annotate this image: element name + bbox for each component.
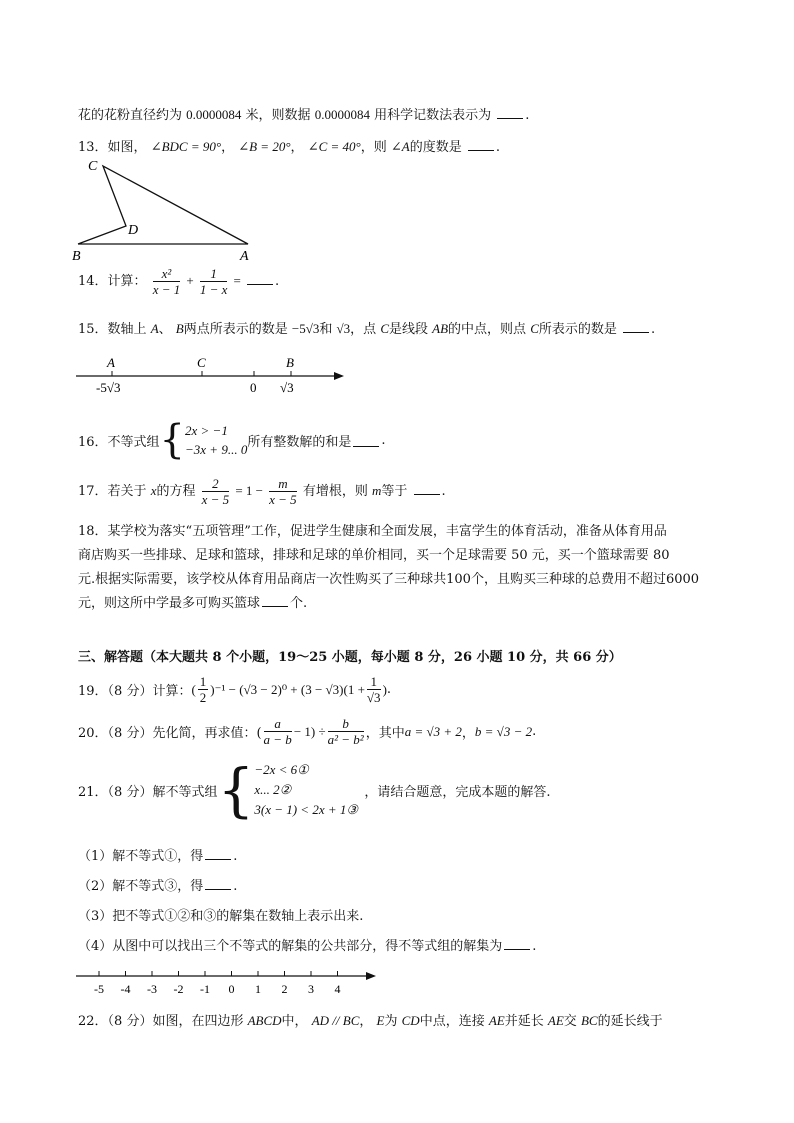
tick-label: -4 <box>120 982 131 996</box>
label-b: B <box>72 249 81 264</box>
number-line-21 <box>72 966 382 998</box>
answer-blank <box>205 877 231 890</box>
denominator: x − 5 <box>269 492 297 507</box>
paragraph-line: 元.根据实际需要，该学校从体育用品商店一次性购买了三种球共100个，且购买三种球的总费用不超过6000 <box>78 572 700 587</box>
math: b = √3 − 2 <box>474 723 533 739</box>
text: 两点所表示的数是 <box>183 322 288 337</box>
math: ∠C = 40° <box>307 139 361 154</box>
tick-label: 0 <box>228 982 235 996</box>
number: 0.0000084 <box>186 107 242 122</box>
math: )⁻¹ − (√3 − 2)⁰ + (3 − √3)(1 + <box>210 681 365 697</box>
text: 的度数是 <box>409 140 462 155</box>
fraction <box>153 266 181 297</box>
text: . <box>386 682 392 697</box>
text: ， <box>290 140 304 155</box>
math: C <box>530 321 539 336</box>
math: C <box>380 321 389 336</box>
paragraph-line: 18．某学校为落实“五项管理”工作，促进学生健康和全面发展，丰富学生的体育活动，准备从体育用品 <box>78 524 667 539</box>
answer-blank <box>247 272 273 285</box>
label-zero: 0 <box>250 380 257 395</box>
question-number: 19．（8 分）计算： <box>78 684 192 699</box>
numerator: a <box>264 716 292 732</box>
question-17 <box>78 476 446 507</box>
tick-label: -3 <box>147 982 157 996</box>
numerator: 1 <box>367 674 381 690</box>
question-16 <box>78 417 386 463</box>
tick-label: 3 <box>308 982 314 996</box>
text: 米，则数据 <box>245 108 311 123</box>
text: . <box>233 849 238 864</box>
inequality: −2x < 6① <box>254 762 309 777</box>
question-21-parts <box>78 842 536 962</box>
brace-icon: { <box>159 417 185 463</box>
answer-blank <box>353 434 379 447</box>
text: 并延长 <box>504 1014 544 1029</box>
text: ，点 <box>350 322 377 337</box>
math: AB <box>432 321 449 336</box>
math: AD // BC <box>311 1013 360 1028</box>
text: . <box>275 274 280 289</box>
text: ，则 <box>360 140 387 155</box>
inequality: 3(x − 1) < 2x + 1③ <box>254 802 359 817</box>
text: 交 <box>563 1014 577 1029</box>
line-top <box>78 104 529 123</box>
text: 的中点，则点 <box>448 322 527 337</box>
math: −5√3 <box>291 321 320 336</box>
text: ， <box>461 726 475 741</box>
question-14 <box>78 266 279 297</box>
triangle-lines <box>78 166 248 244</box>
fraction <box>367 674 381 705</box>
axis-arrow <box>366 972 376 980</box>
brace-icon: { <box>217 756 255 824</box>
text: 用科学记数法表示为 <box>374 108 492 123</box>
tick-label: 4 <box>334 982 341 996</box>
text: 元，则这所中学最多可购买篮球 <box>78 596 261 611</box>
label-a: A <box>240 249 249 264</box>
text: ，其中 <box>365 726 405 741</box>
number: 0.0000084 <box>314 107 370 122</box>
math: − 1) ÷ <box>293 723 326 739</box>
text: . <box>441 484 446 499</box>
answer-blank <box>623 320 649 333</box>
question-number: 14．计算： <box>78 274 147 289</box>
paragraph-line: 商店购买一些排球、足球和篮球，排球和足球的单价相同，买一个足球需要 50 元，买一个篮球需要 80 <box>78 548 670 563</box>
axis-arrow <box>334 372 344 380</box>
question-20 <box>78 716 536 747</box>
question-18 <box>78 520 699 616</box>
text: 个. <box>290 596 308 611</box>
text: （2）解不等式③，得 <box>78 879 204 894</box>
label-b: B <box>286 355 294 370</box>
text: （1）解不等式①，得 <box>78 849 204 864</box>
text: 为 <box>384 1014 398 1029</box>
inequality: −3x + 9... 0 <box>185 442 248 457</box>
denominator: a² − b² <box>327 732 364 747</box>
question-21 <box>78 756 551 824</box>
denominator: x − 5 <box>201 492 230 507</box>
math: A <box>150 321 159 336</box>
text: 有增根，则 <box>302 484 368 499</box>
question-number: 15．数轴上 <box>78 322 147 337</box>
inequality: x... 2② <box>254 782 292 797</box>
text: 所有整数解的和是 <box>247 434 352 450</box>
paragraph-line <box>78 592 699 616</box>
text: . <box>532 724 537 739</box>
denominator: 1 − x <box>199 282 228 297</box>
text: . <box>532 939 537 954</box>
text: . <box>525 108 530 123</box>
text: 等于 <box>381 484 408 499</box>
fraction <box>202 476 230 507</box>
question-number: 17．若关于 <box>78 484 147 499</box>
text: ， <box>359 1014 373 1029</box>
operator: = <box>233 273 241 288</box>
answer-blank <box>497 106 523 119</box>
math: B <box>175 321 184 336</box>
question-number: 20．（8 分）先化简，再求值：( <box>78 726 262 741</box>
question-19 <box>78 674 391 705</box>
text: 中点，连接 <box>419 1014 485 1029</box>
numerator: m <box>269 476 297 492</box>
text: . <box>495 140 501 155</box>
part-1 <box>78 842 536 872</box>
label-c: C <box>88 159 98 174</box>
math: ) <box>382 681 387 697</box>
math: √3 <box>336 321 351 336</box>
fraction <box>198 674 209 705</box>
denominator: x − 1 <box>152 282 181 297</box>
text: 和 <box>319 322 333 337</box>
text: 、 <box>158 322 172 337</box>
math: ( <box>191 681 196 697</box>
label-a: A <box>107 355 115 370</box>
math: ABCD <box>247 1013 282 1028</box>
section-heading: 三、解答题（本大题共 8 个小题，19～25 小题，每小题 8 分，26 小题 10 分，共 66 分） <box>78 650 622 665</box>
part-2 <box>78 872 536 902</box>
math: CD <box>401 1013 420 1028</box>
answer-blank <box>262 594 288 607</box>
question-13 <box>78 136 500 155</box>
value-a: -5√3 <box>96 380 121 395</box>
numerator: x² <box>153 266 181 282</box>
question-number: 22．（8 分）如图，在四边形 <box>78 1014 244 1029</box>
label-d: D <box>128 223 139 238</box>
text: ，请结合题意，完成本题的解答. <box>364 784 551 800</box>
denominator: a − b <box>263 732 292 747</box>
tick-label: -1 <box>200 982 210 996</box>
question-22 <box>78 1010 663 1029</box>
triangle-figure <box>70 156 270 266</box>
math: x <box>150 483 157 498</box>
numerator: 1 <box>200 266 228 282</box>
tick-label: 2 <box>281 982 288 996</box>
numerator: b <box>328 716 364 732</box>
math: = 1 − <box>235 483 263 498</box>
text: 中， <box>281 1014 308 1029</box>
label-c: C <box>197 355 206 370</box>
text: （3）把不等式①②和③的解集在数轴上表示出来. <box>78 909 364 924</box>
fraction <box>200 266 228 297</box>
denominator: √3 <box>366 690 381 705</box>
numerator: 1 <box>199 674 207 689</box>
answer-blank <box>468 138 494 151</box>
text: . <box>381 432 386 448</box>
part-4 <box>78 932 536 962</box>
inequality: 2x > −1 <box>185 423 228 438</box>
part-3 <box>78 902 536 932</box>
math: m <box>371 483 382 498</box>
math: E <box>376 1013 385 1028</box>
question-number: 13．如图， <box>78 140 147 155</box>
text: . <box>651 322 656 337</box>
number-line-15 <box>72 352 352 398</box>
text: 花的花粉直径约为 <box>78 108 183 123</box>
denominator: 2 <box>199 690 207 705</box>
question-number: 16．不等式组 <box>78 434 160 450</box>
tick-label: -2 <box>173 982 184 996</box>
text: （4）从图中可以找出三个不等式的解集的公共部分，得不等式组的解集为 <box>78 939 503 954</box>
answer-blank <box>205 847 231 860</box>
math: BC <box>580 1013 598 1028</box>
text: ， <box>221 140 235 155</box>
answer-blank <box>504 937 530 950</box>
text: 的方程 <box>156 484 196 499</box>
fraction <box>264 716 292 747</box>
math: ∠B = 20° <box>238 139 291 154</box>
fraction <box>328 716 364 747</box>
value-b: √3 <box>280 380 294 395</box>
math: ∠BDC = 90° <box>150 139 222 154</box>
text: 的延长线于 <box>597 1014 663 1029</box>
answer-blank <box>414 482 440 495</box>
tick-label: 1 <box>255 982 261 996</box>
text: 是线段 <box>389 322 429 337</box>
text: . <box>233 879 238 894</box>
numerator: 2 <box>202 476 230 492</box>
text: 所表示的数是 <box>538 322 617 337</box>
math: a = √3 + 2 <box>404 723 462 739</box>
math: AE <box>547 1013 564 1028</box>
question-number: 21．（8 分）解不等式组 <box>78 784 218 800</box>
tick-label: -5 <box>94 982 104 996</box>
math: ∠A <box>390 139 410 154</box>
fraction <box>269 476 297 507</box>
system <box>185 421 247 459</box>
math: AE <box>488 1013 505 1028</box>
operator: + <box>186 273 194 288</box>
question-15 <box>78 318 655 337</box>
system <box>254 760 364 820</box>
